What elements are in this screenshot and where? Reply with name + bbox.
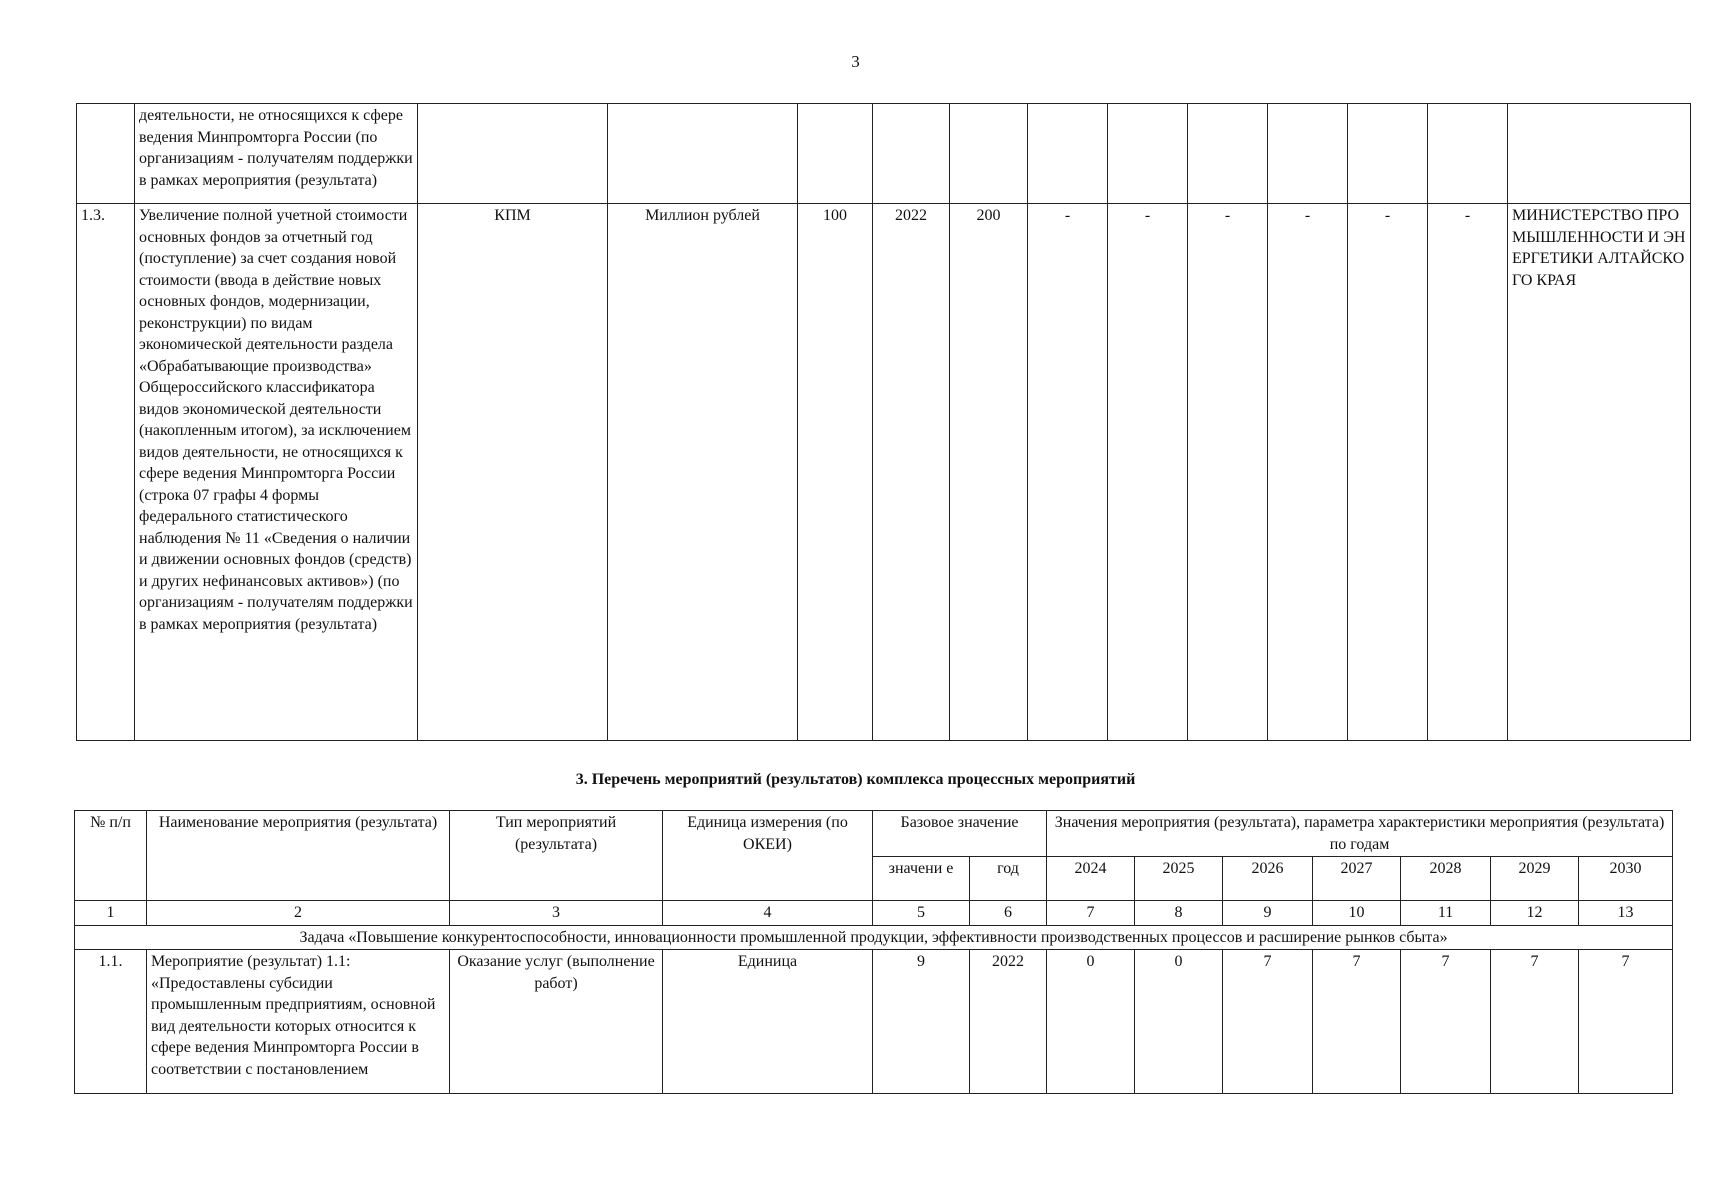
header-year: 2024 xyxy=(1047,857,1135,901)
measure-type: Оказание услуг (выполнение работ) xyxy=(450,950,663,1094)
indicators-table xyxy=(76,103,1691,741)
year-value: 7 xyxy=(1579,950,1673,1094)
year-value: 0 xyxy=(1047,950,1135,1094)
col-number: 5 xyxy=(873,901,970,926)
header-base-year: год xyxy=(970,857,1047,901)
responsible-agency: МИНИСТЕРСТВО ПРОМЫШЛЕННОСТИ И ЭНЕРГЕТИКИ АЛТАЙСКОГО КРАЯ xyxy=(1508,204,1691,741)
base-value: 100 xyxy=(798,204,873,741)
col-number: 3 xyxy=(450,901,663,926)
header-year: 2030 xyxy=(1579,857,1673,901)
column-number-row xyxy=(75,901,1673,926)
header-values: Значения мероприятия (результата), параметра характеристики мероприятия (результата) по годам xyxy=(1047,811,1673,857)
row-number: 1.3. xyxy=(77,204,135,741)
table-row xyxy=(77,204,1691,741)
year-value: 7 xyxy=(1491,950,1579,1094)
col-number: 8 xyxy=(1135,901,1223,926)
year-value: - xyxy=(1348,204,1428,741)
row-number: 1.1. xyxy=(75,950,147,1094)
year-value: - xyxy=(1108,204,1188,741)
col-number: 12 xyxy=(1491,901,1579,926)
section-title: 3. Перечень мероприятий (результатов) комплекса процессных мероприятий xyxy=(575,771,1136,788)
year-value: 7 xyxy=(1401,950,1491,1094)
base-year: 2022 xyxy=(873,204,950,741)
header-year: 2027 xyxy=(1313,857,1401,901)
col-number: 4 xyxy=(663,901,873,926)
indicator-type: КПМ xyxy=(418,204,608,741)
header-row xyxy=(75,811,1673,857)
col-number: 9 xyxy=(1223,901,1313,926)
base-year: 2022 xyxy=(970,950,1047,1094)
header-base-value: значени е xyxy=(873,857,970,901)
unit-of-measure: Единица xyxy=(663,950,873,1094)
col-number: 7 xyxy=(1047,901,1135,926)
measures-table xyxy=(74,810,1673,1094)
col-number: 1 xyxy=(75,901,147,926)
year-value: 200 xyxy=(950,204,1028,741)
indicator-name: деятельности, не относящихся к сфере ведения Минпромторга России (по организациям - получателям поддержки в рамках мероприятия (результата) xyxy=(135,104,418,204)
page-number: 3 xyxy=(851,52,860,71)
unit-of-measure: Миллион рублей xyxy=(608,204,798,741)
col-number: 10 xyxy=(1313,901,1401,926)
table-row xyxy=(77,104,1691,204)
header-year: 2028 xyxy=(1401,857,1491,901)
year-value: - xyxy=(1188,204,1268,741)
row-number xyxy=(77,104,135,204)
header-base: Базовое значение xyxy=(873,811,1047,857)
indicator-name: Увеличение полной учетной стоимости основных фондов за отчетный год (поступление) за счет создания новой стоимости (ввода в действие новых основных фондов, модернизации, реконструкции) по видам экономической деятельности раздела «Обрабатывающие производства» Общероссийского классификатора видов экономической деятельности (накопленным итогом), за исключением видов деятельности, не относящихся к сфере ведения Минпромторга России (строка 07 графы 4 формы федерального статистического наблюдения № 11 «Сведения о наличии и движении основных фондов (средств) и других нефинансовых активов») (по организациям - получателям поддержки в рамках мероприятия (результата) xyxy=(135,204,418,741)
task-row xyxy=(75,925,1673,950)
year-value: - xyxy=(1428,204,1508,741)
table-row xyxy=(75,950,1673,1094)
measure-name: Мероприятие (результат) 1.1: «Предоставлены субсидии промышленным предприятиям, основной вид деятельности которых относится к сфере ведения Минпромторга России в соответствии с постановлением xyxy=(147,950,450,1094)
year-value: 7 xyxy=(1313,950,1401,1094)
col-number: 6 xyxy=(970,901,1047,926)
header-num: № п/п xyxy=(75,811,147,901)
header-name: Наименование мероприятия (результата) xyxy=(147,811,450,901)
base-value: 9 xyxy=(873,950,970,1094)
year-value: 0 xyxy=(1135,950,1223,1094)
header-year: 2029 xyxy=(1491,857,1579,901)
header-year: 2026 xyxy=(1223,857,1313,901)
header-type: Тип мероприятий (результата) xyxy=(450,811,663,901)
col-number: 2 xyxy=(147,901,450,926)
col-number: 13 xyxy=(1579,901,1673,926)
header-year: 2025 xyxy=(1135,857,1223,901)
year-value: 7 xyxy=(1223,950,1313,1094)
header-unit: Единица измерения (по ОКЕИ) xyxy=(663,811,873,901)
year-value: - xyxy=(1268,204,1348,741)
col-number: 11 xyxy=(1401,901,1491,926)
year-value: - xyxy=(1028,204,1108,741)
task-title: Задача «Повышение конкурентоспособности, инновационности промышленной продукции, эффективности производственных процессов и расширение рынков сбыта» xyxy=(75,925,1673,950)
